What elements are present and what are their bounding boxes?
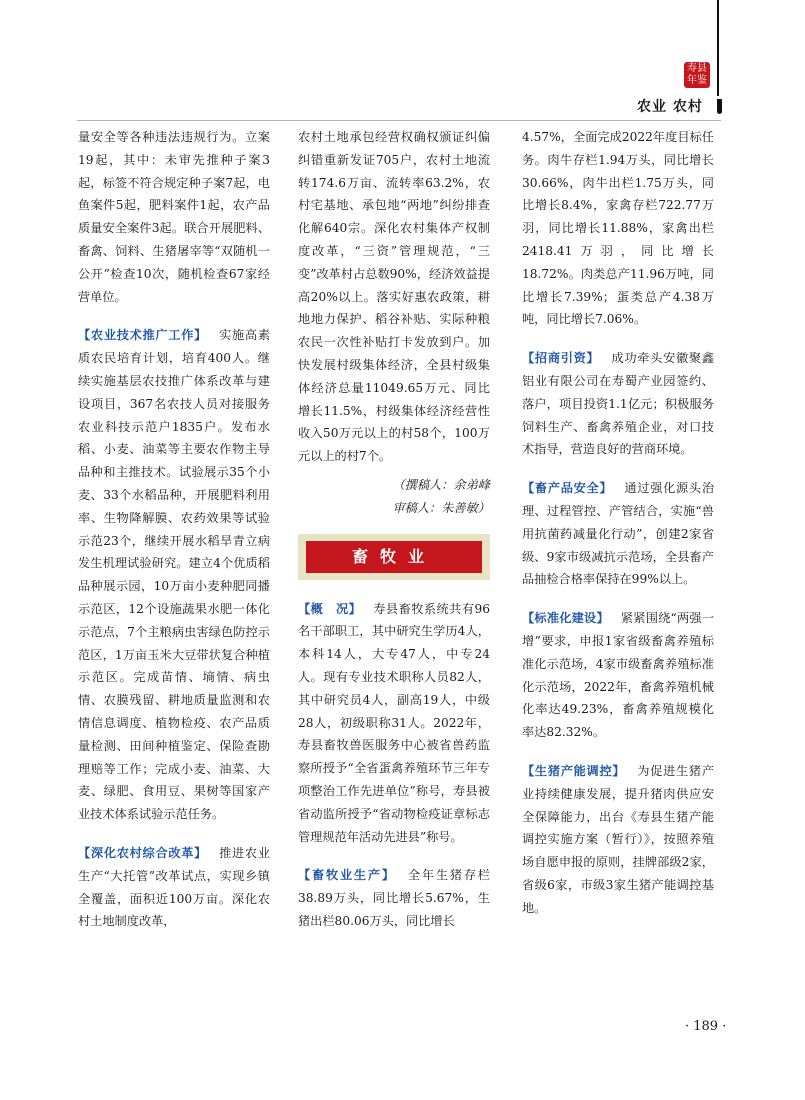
paragraph: 【畜产品安全】 通过强化源头治理、过程管控、产管结合，实施“兽用抗菌药减量化行动”，创建2家省级、9家市级减抗示范场，全县畜产品抽检合格率保持在99%以上。 — [522, 481, 715, 587]
header-marker — [717, 99, 722, 114]
paragraph: 【标准化建设】 紧紧围绕“两强一增”要求，申报1家省级畜禽养殖标准化示范场，4家市级畜禽养殖标准化示范场，2022年，畜禽养殖机械化率达49.23%，畜禽养殖规模化率达82.32%。 — [522, 611, 715, 740]
paragraph: 【深化农村综合改革】 推进农业生产“大托管”改革试点，实现乡镇全覆盖，面积近100万亩。深化农村土地制度改革， — [78, 845, 271, 929]
yearbook-logo: 寿县 年鉴 — [684, 62, 710, 88]
section-heading: 【畜产品安全】 — [522, 481, 613, 496]
column-2 — [298, 126, 490, 949]
section-heading: 【畜牧业生产】 — [298, 868, 396, 883]
author-credit: （撰稿人：余弟峰 审稿人：朱善敏） — [392, 477, 490, 515]
paragraph: 4.57%，全面完成2022年度目标任务。肉牛存栏1.94万头，同比增长30.66%，肉牛出栏1.75万头，同比增长8.4%，家禽存栏722.77万羽，同比增长11.88%，家禽出栏2418.41万羽，同比增长18.72%。肉类总产11.96万吨，同比增长7.39%；蛋类总产4.38万吨，同比增长7.06%。 — [522, 130, 714, 327]
section-heading: 【概 况】 — [298, 601, 362, 616]
column-1 — [78, 126, 270, 949]
banner-title: 畜牧业 — [306, 541, 482, 573]
section-heading: 【农业技术推广工作】 — [78, 328, 208, 343]
section-title: 农业 农村 — [637, 99, 703, 115]
page-number: · 189 · — [685, 1019, 727, 1034]
paragraph: 【畜牧业生产】 全年生猪存栏38.89万头，同比增长5.67%，生猪出栏80.06万头，同比增长 — [298, 868, 490, 928]
section-heading: 【深化农村综合改革】 — [78, 845, 208, 860]
paragraph: 【农业技术推广工作】 实施高素质农民培育计划，培育400人。继续实施基层农技推广体系改革与建设项目，367名农技人员对接服务农业科技示范户1835户。发布水稻、小麦、油菜等主要农作物主导品种和主推技术。试验展示35个小麦、33个水稻品种，开展肥料利用率、生物降解膜、农药效果等试验示范23个，继续开展水稻旱青立病发生机理试验研究。建立4个优质稻品种展示园，10万亩小麦种肥同播示范区，12个设施蔬果水肥一体化示范点，7个主粮病虫害绿色防控示范区，1万亩玉米大豆带状复合种植示范区。完成苗情、墒情、病虫情、农膜残留、耕地质量监测和农情信息调度、植物检疫、农产品质量检测、田间种植鉴定、保险查勘理赔等工作；完成小麦、油菜、大麦、绿肥、食用豆、果树等国家产业技术体系试验示范任务。 — [78, 328, 271, 822]
section-heading: 【招商引资】 — [522, 351, 600, 366]
paragraph: 【概 况】 寿县畜牧系统共有96名干部职工，其中研究生学历4人，本科14人，大专47人，中专24人。现有专业技术职称人员82人，其中研究员4人，副高19人，中级28人，初级职称31人。2022年，寿县畜牧兽医服务中心被省兽药监察所授予“全省蛋禽养殖环节三年专项整治工作先进单位”称号，寿县被省动监所授予“省动物检疫证章标志管理规范年活动先进县”称号。 — [298, 601, 490, 844]
paragraph: 农村土地承包经营权确权颁证纠偏纠错重新发证705户，农村土地流转174.6万亩、流转率63.2%，农村宅基地、承包地“两地”纠纷排查化解640宗。深化农村集体产权制度改革，“三资”管理规范，“三变”改革村占总数90%，经济效益提高20%以上。落实好惠农政策，耕地地力保护、稻谷补贴、实际种粮农民一次性补贴打卡发放到户。加快发展村级集体经济，全县村级集体经济总量11049.65万元、同比增长11.5%，村级集体经济经营性收入50万元以上的村58个，100万元以上的村7个。 — [298, 130, 490, 464]
paragraph: 量安全等各种违法违规行为。立案19起，其中：未审先推种子案3起，标签不符合规定种子案7起，电鱼案件5起，肥料案件1起，农产品质量安全案件3起。联合开展肥料、畜禽、饲料、生猪屠宰等“双随机一公开”检查10次，随机检查67家经营单位。 — [78, 130, 270, 304]
paragraph: 【生猪产能调控】 为促进生猪产业持续健康发展，提升猪肉供应安全保障能力，出台《寿县生猪产能调控实施方案（暂行）》，按照养殖场自愿申报的原则，挂牌部级2家，省级6家，市级3家生猪产能调控基地。 — [522, 763, 715, 915]
header-divider — [77, 120, 721, 121]
section-heading: 【标准化建设】 — [522, 611, 609, 626]
section-banner — [298, 534, 490, 580]
section-heading: 【生猪产能调控】 — [522, 763, 626, 778]
header-vertical-rule — [717, 0, 719, 96]
paragraph: 【招商引资】 成功牵头安徽聚鑫铝业有限公司在寿蜀产业园签约、落户，项目投资1.1亿元；积极服务饲料生产、畜禽养殖企业，对口技术指导，营造良好的营商环境。 — [522, 351, 715, 457]
column-3 — [522, 126, 714, 936]
